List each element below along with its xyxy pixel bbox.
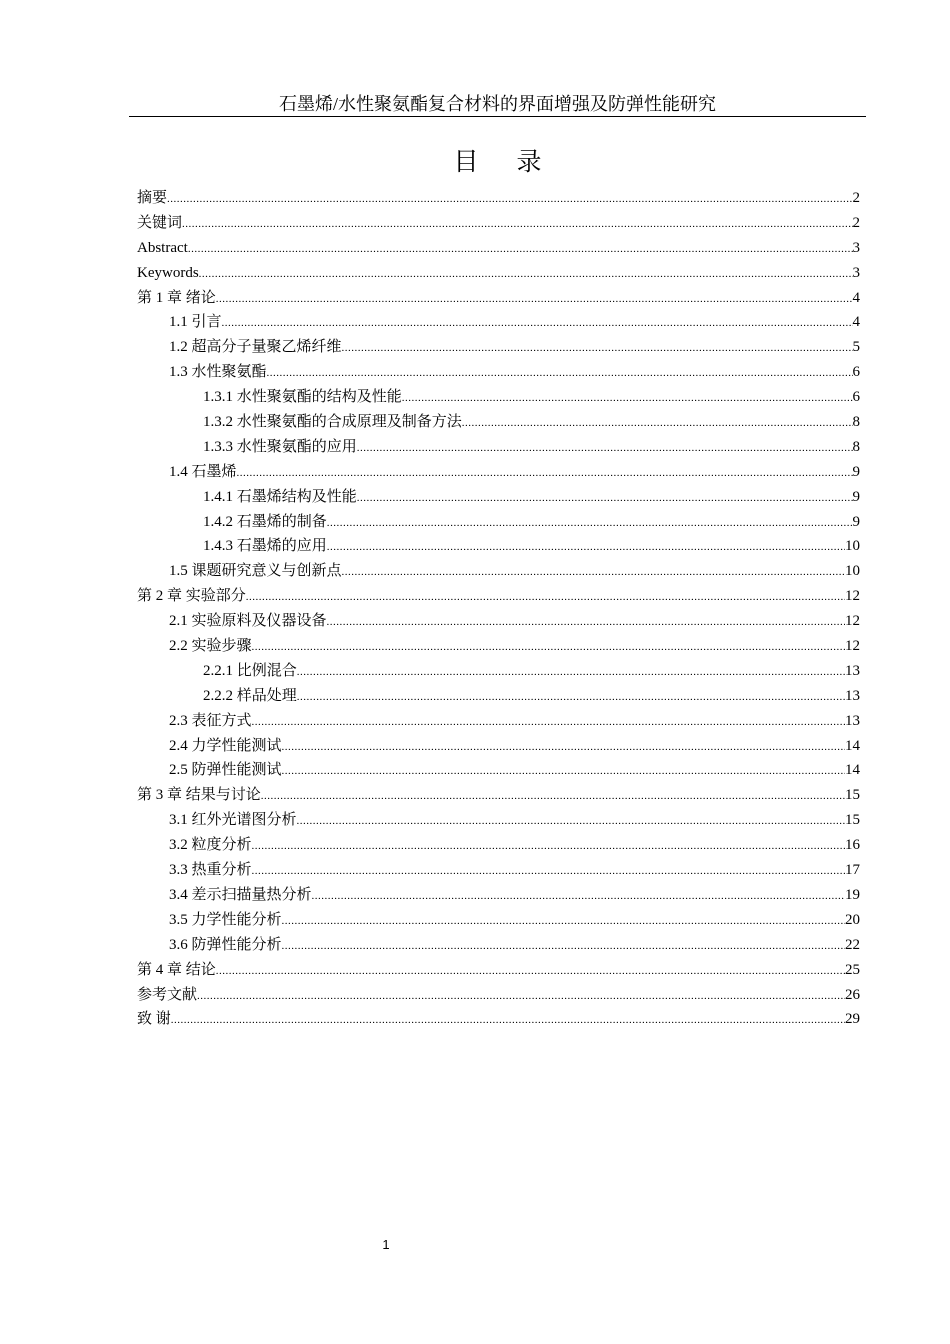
toc-dot-leader — [182, 212, 852, 237]
toc-entry-label: 2.5 防弹性能测试 — [169, 762, 282, 779]
toc-entry[interactable] — [137, 510, 860, 535]
toc-dot-leader — [197, 984, 845, 1009]
toc-entry-label: 2.4 力学性能测试 — [169, 737, 282, 754]
toc-entry-page: 15 — [845, 812, 860, 829]
toc-dot-leader — [282, 909, 845, 934]
toc-entry-page: 8 — [852, 414, 860, 431]
toc-dot-leader — [342, 336, 853, 361]
toc-entry[interactable] — [137, 460, 860, 485]
toc-entry-page: 12 — [845, 588, 860, 605]
toc-entry[interactable] — [137, 534, 860, 559]
toc-entry-page: 14 — [845, 737, 860, 754]
toc-entry-page: 13 — [845, 687, 860, 704]
toc-entry-label: 3.3 热重分析 — [169, 862, 252, 879]
toc-entry[interactable] — [137, 858, 860, 883]
toc-dot-leader — [297, 685, 845, 710]
toc-entry-page: 8 — [852, 438, 860, 455]
toc-entry[interactable] — [137, 286, 860, 311]
toc-entry-page: 13 — [845, 662, 860, 679]
toc-dot-leader — [261, 784, 845, 809]
toc-entry[interactable] — [137, 734, 860, 759]
toc-entry-label: 1.3.2 水性聚氨酯的合成原理及制备方法 — [203, 414, 462, 431]
toc-entry[interactable] — [137, 236, 860, 261]
toc-dot-leader — [327, 511, 853, 536]
toc-dot-leader — [282, 735, 845, 760]
toc-entry-label: 3.1 红外光谱图分析 — [169, 812, 297, 829]
toc-entry-page: 10 — [845, 563, 860, 580]
toc-entry[interactable] — [137, 908, 860, 933]
toc-entry-page: 20 — [845, 911, 860, 928]
toc-entry[interactable] — [137, 385, 860, 410]
toc-entry-page: 22 — [845, 936, 860, 953]
toc-entry-label: 致 谢 — [137, 1011, 171, 1028]
toc-entry-label: 1.4.2 石墨烯的制备 — [203, 513, 327, 530]
toc-title: 目录 — [453, 149, 580, 176]
toc-entry-label: 1.3 水性聚氨酯 — [169, 364, 267, 381]
toc-entry-label: 1.4.1 石墨烯结构及性能 — [203, 488, 357, 505]
toc-entry-page: 12 — [845, 638, 860, 655]
toc-entry-page: 16 — [845, 837, 860, 854]
toc-entry-page: 3 — [852, 239, 860, 256]
running-header-title: 石墨烯/水性聚氨酯复合材料的界面增强及防弹性能研究 — [279, 94, 716, 114]
toc-entry-label: 3.2 粒度分析 — [169, 837, 252, 854]
toc-entry[interactable] — [137, 758, 860, 783]
toc-entry-page: 14 — [845, 762, 860, 779]
toc-dot-leader — [216, 287, 853, 312]
toc-entry[interactable] — [137, 435, 860, 460]
toc-entry[interactable] — [137, 783, 860, 808]
toc-dot-leader — [357, 486, 853, 511]
toc-entry[interactable] — [137, 983, 860, 1008]
toc-entry-page: 25 — [845, 961, 860, 978]
toc-entry[interactable] — [137, 360, 860, 385]
toc-entry[interactable] — [137, 933, 860, 958]
toc-dot-leader — [222, 311, 853, 336]
toc-entry-page: 6 — [852, 389, 860, 406]
toc-entry-label: 第 1 章 绪论 — [137, 289, 216, 306]
header-divider — [129, 116, 866, 117]
toc-entry[interactable] — [137, 609, 860, 634]
toc-entry-label: 3.4 差示扫描量热分析 — [169, 886, 312, 903]
toc-dot-leader — [252, 834, 845, 859]
toc-entry[interactable] — [137, 634, 860, 659]
toc-dot-leader — [246, 585, 845, 610]
toc-entry[interactable] — [137, 485, 860, 510]
toc-entry[interactable] — [137, 584, 860, 609]
toc-entry[interactable] — [137, 1007, 860, 1032]
toc-entry-page: 19 — [845, 886, 860, 903]
table-of-contents — [137, 186, 860, 1032]
toc-entry-label: Abstract — [137, 239, 188, 256]
toc-entry[interactable] — [137, 684, 860, 709]
toc-entry-page: 13 — [845, 712, 860, 729]
toc-dot-leader — [297, 660, 845, 685]
toc-dot-leader — [327, 610, 845, 635]
toc-entry-label: 1.4 石墨烯 — [169, 463, 237, 480]
toc-dot-leader — [216, 959, 845, 984]
toc-entry-label: 1.5 课题研究意义与创新点 — [169, 563, 342, 580]
toc-entry[interactable] — [137, 186, 860, 211]
toc-entry[interactable] — [137, 335, 860, 360]
toc-dot-leader — [267, 361, 853, 386]
toc-entry-page: 4 — [852, 314, 860, 331]
toc-entry-page: 17 — [845, 862, 860, 879]
toc-entry-label: 3.6 防弹性能分析 — [169, 936, 282, 953]
toc-entry-label: 参考文献 — [137, 986, 198, 1003]
toc-entry-page: 15 — [845, 787, 860, 804]
toc-entry[interactable] — [137, 310, 860, 335]
toc-entry[interactable] — [137, 559, 860, 584]
toc-entry-page: 10 — [845, 538, 860, 555]
toc-entry-label: 1.2 超高分子量聚乙烯纤维 — [169, 339, 342, 356]
toc-entry-label: 第 3 章 结果与讨论 — [137, 787, 261, 804]
toc-entry-label: 2.1 实验原料及仪器设备 — [169, 613, 327, 630]
toc-dot-leader — [237, 461, 853, 486]
toc-entry-page: 29 — [845, 1011, 860, 1028]
toc-entry-page: 3 — [852, 264, 860, 281]
toc-entry-label: 3.5 力学性能分析 — [169, 911, 282, 928]
toc-entry[interactable] — [137, 958, 860, 983]
toc-entry-label: 1.3.3 水性聚氨酯的应用 — [203, 438, 357, 455]
toc-dot-leader — [342, 560, 845, 585]
toc-entry-page: 26 — [845, 986, 860, 1003]
toc-entry-label: 2.3 表征方式 — [169, 712, 252, 729]
toc-entry[interactable] — [137, 659, 860, 684]
toc-entry[interactable] — [137, 211, 860, 236]
toc-entry-label: 1.1 引言 — [169, 314, 222, 331]
toc-entry-label: 摘要 — [137, 190, 168, 206]
toc-entry[interactable] — [137, 808, 860, 833]
toc-entry-label: 关键词 — [137, 214, 183, 231]
toc-entry[interactable] — [137, 883, 860, 908]
toc-entry-page: 9 — [852, 463, 860, 480]
toc-dot-leader — [171, 1008, 845, 1033]
toc-entry-label: 1.4.3 石墨烯的应用 — [203, 538, 327, 555]
toc-dot-leader — [167, 187, 852, 212]
toc-entry-page: 5 — [852, 339, 860, 356]
toc-entry[interactable] — [137, 261, 860, 286]
toc-entry-page: 9 — [852, 488, 860, 505]
toc-dot-leader — [327, 535, 845, 560]
toc-entry-label: 1.3.1 水性聚氨酯的结构及性能 — [203, 389, 402, 406]
toc-dot-leader — [297, 809, 845, 834]
toc-entry[interactable] — [137, 709, 860, 734]
toc-dot-leader — [402, 386, 853, 411]
toc-dot-leader — [252, 859, 845, 884]
toc-entry[interactable] — [137, 410, 860, 435]
toc-dot-leader — [188, 237, 853, 262]
toc-dot-leader — [282, 934, 845, 959]
toc-entry-page: 12 — [845, 613, 860, 630]
toc-entry-page: 6 — [852, 364, 860, 381]
toc-entry[interactable] — [137, 833, 860, 858]
toc-entry-label: 2.2.2 样品处理 — [203, 687, 297, 704]
toc-dot-leader — [252, 710, 845, 735]
toc-entry-label: 第 2 章 实验部分 — [137, 588, 246, 605]
toc-entry-page: 4 — [852, 289, 860, 306]
toc-entry-label: 2.2 实验步骤 — [169, 638, 252, 655]
toc-dot-leader — [357, 436, 853, 461]
toc-dot-leader — [199, 262, 853, 287]
toc-dot-leader — [252, 635, 845, 660]
toc-entry-label: 2.2.1 比例混合 — [203, 662, 297, 679]
toc-entry-page: 2 — [852, 214, 860, 231]
toc-dot-leader — [312, 884, 845, 909]
toc-entry-page: 9 — [852, 513, 860, 530]
toc-entry-page: 2 — [852, 190, 860, 206]
toc-entry-label: Keywords — [137, 264, 199, 281]
toc-dot-leader — [462, 411, 853, 436]
page-number: 1 — [382, 1237, 390, 1252]
toc-entry-label: 第 4 章 结论 — [137, 961, 216, 978]
toc-dot-leader — [282, 759, 845, 784]
